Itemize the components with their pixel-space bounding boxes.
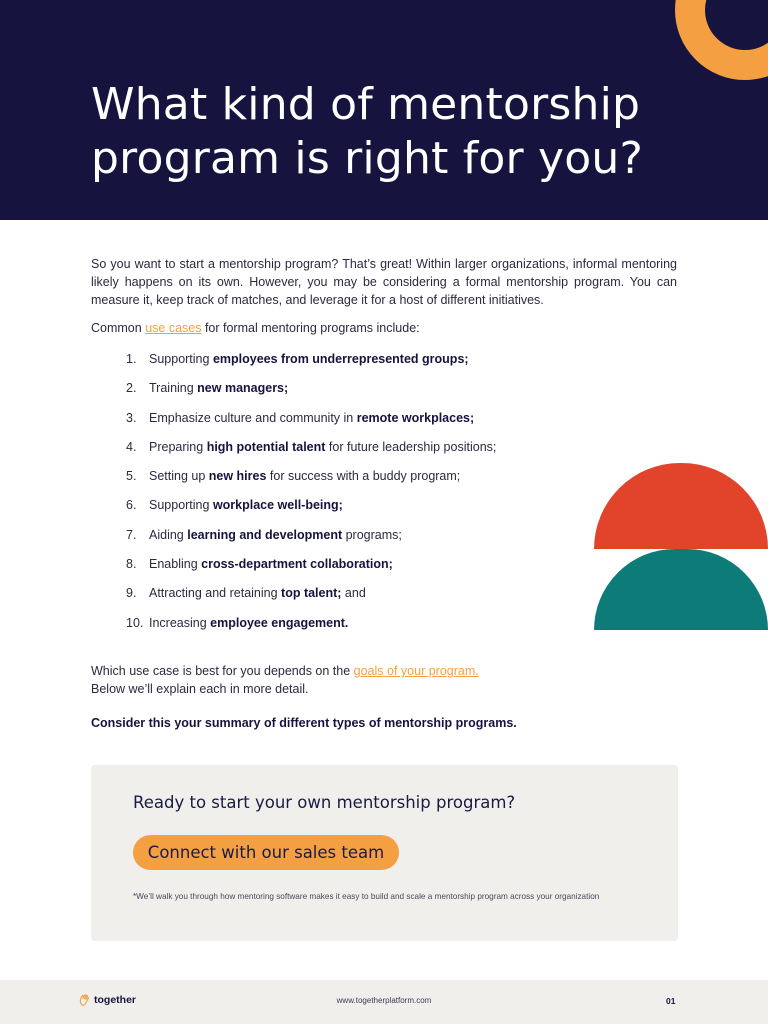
page-footer [0,980,768,1024]
page-title: What kind of mentorship program is right for you? [91,79,643,184]
list-item-highlight: new hires [208,469,267,484]
list-item-number: 8. [126,557,137,572]
list-item-text: Supporting [149,352,213,366]
list-item [91,491,677,520]
list-item [91,374,677,403]
list-item-text-end: for success with a buddy program; [266,469,461,484]
list-item-highlight: remote workplaces; [356,410,475,425]
list-item-highlight: learning and development [187,527,343,542]
list-item-text: Preparing [149,439,207,454]
which-line2: Below we’ll explain each in more detail. [91,682,309,696]
list-item-highlight: employees from underrepresented groups; [212,352,469,366]
list-item-number: 3. [126,410,137,425]
page-number: 01 [666,996,676,1006]
list-item-text: Increasing [149,615,211,630]
list-item-highlight: high potential talent [206,439,326,454]
orange-ring-decoration [675,0,768,80]
which-paragraph [91,662,677,698]
list-item-number: 2. [126,381,137,396]
header-banner [0,0,768,220]
use-cases-intro [91,319,677,337]
summary-statement: Consider this your summary of different types of mentorship programs. [91,716,517,730]
intro-paragraph: So you want to start a mentorship program? That’s great! Within larger organizations, informal mentoring likely happens on its own. However, you may be considering a formal mentorship program. You can measure it, keep track of matches, and leverage it for a host of different initiatives. [91,257,677,307]
list-item-highlight: workplace well-being; [212,498,343,513]
connect-sales-button[interactable]: Connect with our sales team [133,835,399,870]
cta-heading: Ready to start your own mentorship program? [133,793,516,812]
list-item-number: 4. [126,439,137,454]
use-cases-prefix: Common [91,321,146,335]
list-item-highlight: new managers; [197,381,289,396]
list-item-text: Supporting [149,498,213,513]
list-item-text: Setting up [149,469,209,484]
list-item-highlight: top talent; [281,586,342,601]
list-item-number: 5. [126,469,137,484]
list-item [91,550,677,579]
list-item-text: Enabling [149,557,202,572]
list-item-number: 6. [126,498,137,513]
list-item-text: Training [149,381,198,396]
use-cases-suffix: for formal mentoring programs include: [201,321,420,335]
list-item-highlight: cross-department collaboration; [201,557,393,572]
list-item [91,521,677,550]
use-cases-list [91,345,677,638]
list-item-text-end: for future leadership positions; [325,439,497,454]
list-item [91,579,677,608]
cta-panel [91,765,678,941]
list-item-text: Emphasize culture and community in [149,410,357,425]
use-cases-link[interactable]: use cases [145,321,202,335]
list-item-number: 1. [126,352,137,366]
list-item-number: 7. [126,527,137,542]
list-item-number: 10. [126,615,144,630]
logo-text: together [94,994,136,1006]
list-item-text: Attracting and retaining [149,586,282,601]
list-item [91,345,677,374]
list-item-text-end: programs; [342,527,402,542]
footer-url: www.togetherplatform.com [336,996,432,1005]
list-item [91,609,677,638]
cta-footnote: *We’ll walk you through how mentoring software makes it easy to build and scale a mentorship program across your organization [133,892,600,901]
which-prefix: Which use case is best for you depends on the [91,664,354,678]
list-item-highlight: employee engagement. [210,615,349,630]
goals-link[interactable]: goals of your program. [353,664,479,678]
list-item-text-end: and [341,586,366,601]
list-item-number: 9. [126,586,137,601]
list-item-text: Aiding [149,527,188,542]
body-content [91,255,677,638]
list-item [91,462,677,491]
list-item [91,404,677,433]
list-item [91,433,677,462]
